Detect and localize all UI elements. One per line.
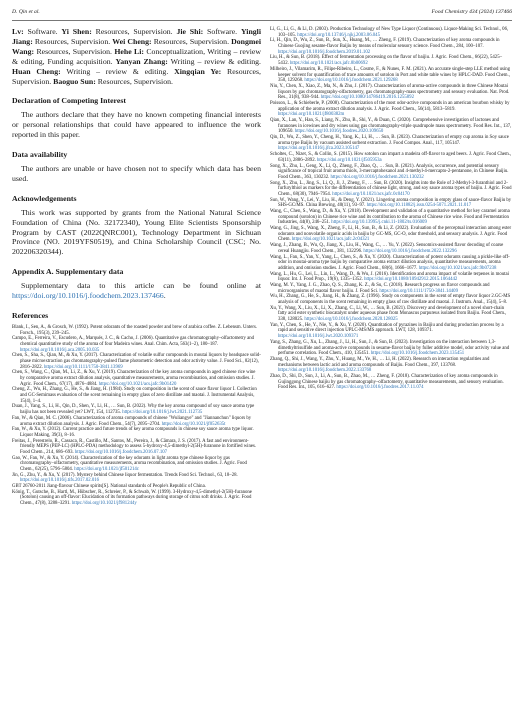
- credit-author-name: Lv:: [12, 27, 24, 36]
- competing-text: The authors declare that they have no known competing financial interests or personal relationships that could have appeared to influence the work reported in this paper.: [12, 110, 261, 140]
- reference-text: Yan, Y., Chen, S., He, Y., Nie, Y., & Xu, Y. (2020). Quantitation of pyrazines in Baijiu and during production process by a rapid and sensitive direct injection UPLC-MS/MS approach. LWT, 128, 109371.: [270, 322, 504, 334]
- credit-author-name: Dongmei Wang:: [12, 36, 262, 56]
- reference-text: Qin, D., Wu, Z., Shen, Y., Cheng, H., Yang, K., Li, H., … Sun, B. (2023). Characterization of empty cup aroma in Soy sauce aroma type Baijiu by vacuum assisted sorbent extraction. J. Food Compos. Anal., 117, 105147.: [270, 135, 509, 146]
- reference-doi-link[interactable]: https://doi.org/10.1080/14786419.2016.1255892: [320, 95, 414, 101]
- reference-text: GBT 26760-2011 Jiang-flavour Chinese spirits[S]. National standards of People's Republic of China.: [12, 484, 206, 490]
- credit-author-roles: Writing – review & editing.: [60, 66, 175, 76]
- reference-doi-link[interactable]: https://doi.org/10.11882/j.issn.0254-5071.2021.11.017: [366, 203, 472, 209]
- reference-text: Song, X., Zhu, L., Geng, X., Li, Q., Zheng, F., Zhao, Q., … Sun, B. (2021). Analysis, occurrence, and potential sensory significance of tropical fruit aroma thiols, 3-mercaptohexanol and 4-methyl-4-mercapto-2-pentanone, in Chinese Baijiu. Food Chem., 363, 130232.: [270, 163, 509, 180]
- reference-doi-link[interactable]: https://doi.org/10.1021/jf501214c: [74, 467, 139, 473]
- credit-statement: [12, 27, 261, 86]
- reference-doi-link[interactable]: https://doi.org/10.1021/jf052635t: [161, 421, 226, 427]
- credit-author-roles: Resources, Supervision.: [32, 36, 113, 46]
- credit-author-roles: Writing – review & editing.: [167, 56, 261, 66]
- reference-entry: [270, 294, 512, 305]
- reference-doi-link[interactable]: https://doi.org/10.1021/acs.jafc.2c04321: [291, 237, 370, 243]
- running-authors: D. Qin et al.: [12, 9, 40, 15]
- reference-text: Wang, G., Jing, S., Wang, X., Zheng, F., Li, H., Sun, B., & Li, Z. (2022). Evaluation of the perceptual interaction among ester odorants and nonvolatile organic acids in baijiu by GC-MS, GC-O, odor threshold, and sensory analysis. J. Agric. Food Chem.: [270, 226, 512, 243]
- reference-text: Cheng, Z., Wu, H., Zhang, G., He, S., & Jiang, H. (1984). Study on composition in the scent of sauce flavor liquor I. Collection and GC-Semimass evaluation of the scent remaining in empty glass of zero distillate and maotai. J. Instrumental Analysis, 15(4), 1–4.: [12, 387, 257, 404]
- reference-text: Chen, S., Wang, C., Qian, M., Li, Z., & Xu, Y. (2019). Characterization of the key aroma compounds in aged chinese rice wine by comparative aroma extract dilution analysis, quantitative measurements, aroma recombination, and omission studies. J. Agric. Food Chem., 67(17), 4876–4884.: [12, 370, 256, 387]
- reference-entry: [270, 152, 512, 163]
- reference-text: Li, H., Qin, D., Wu, Z., Sun, B., Sun, X., Huang, M., … Zheng, F. (2019). Characterization of key aroma compounds in Chinese Guojing sesame-flavor Baijiu by means of molecular sensory science. Food Chem., 284, 100–107.: [270, 38, 500, 50]
- reference-doi-link[interactable]: https://doi.org/10.1016/j.aca.2005.10.035: [20, 347, 100, 353]
- reference-entry: [12, 336, 261, 353]
- reference-text: Duan, J., Yang, S., Li, H., Qin, D., Shen, Y., Li, H., … Sun, B. (2022). Why the key aroma compound of soy sauce aroma type baijiu has not been revealed yet? LWT, 154, 112735.: [12, 404, 255, 416]
- reference-text: Wang, M. Y., Yang, J. G., Zhao, Q. S., Zhang, K. Z., & Su, C. (2018). Research progress on flavor compounds and microorganisms of maotai flavor baijiu. J. Food Sci.: [270, 282, 490, 294]
- reference-doi-link[interactable]: https://doi.org/10.1021/jf981244y: [71, 501, 137, 507]
- credit-author-name: Yanyan Zhang:: [115, 56, 168, 66]
- reference-doi-link[interactable]: https://doi.org/10.1016/j.foodchem.2020.128025: [304, 317, 398, 323]
- reference-entry: [270, 67, 512, 84]
- reference-doi-link[interactable]: https://doi.org/10.1016/j.jfca.2023.105147: [278, 146, 360, 152]
- journal-citation: Food Chemistry 434 (2024) 137466: [431, 9, 512, 15]
- reference-entry: [270, 164, 512, 181]
- credit-author-roles: Resources, Supervision.: [91, 27, 177, 36]
- credit-author-roles: Resources, Supervision.: [95, 76, 173, 86]
- reference-text: Yang, S., Zhang, G., Xu, L., Zhang, J., Li, H., Sun, J., & Sun, B. (2023). Investigation on the interaction between 1,3-dimethyltrisulfide and aroma-active compounds in sesame-flavor baijiu by fuller additive model, odor activity value and perfume correlation. Food Chem., 410, 135451.: [270, 339, 510, 357]
- reference-doi-link[interactable]: https://doi.org/10.1016/j.foodchem.2021.129268: [304, 78, 398, 84]
- reference-entry: [12, 427, 261, 438]
- reference-entry: [12, 473, 261, 484]
- reference-doi-link[interactable]: https://doi.org/10.1016/j.foodres.2017.11.074: [336, 385, 424, 391]
- reference-text: Wang, L., Hu, G., Lei, L., Lin, L., Wang, D., & Wu, J. (2016). Identification and aroma impact of volatile terpenes in moutai liquor. Int. J. Food Prop., 19(6), 1335–1352.: [270, 271, 509, 283]
- reference-entry: [12, 439, 261, 456]
- reference-entry: [270, 243, 512, 254]
- reference-doi-link[interactable]: https://doi.org/10.1080/10942912.2015.1064442: [364, 277, 458, 283]
- reference-text: Fan, W., & Xu, Y. (2012). Current practice and future trends of key aroma compounds in chinese soy sauce aroma type liquor. Liquor Making, 39(3), 8–16.: [12, 427, 254, 438]
- reference-entry: [270, 226, 512, 243]
- header-divider: [12, 20, 512, 21]
- reference-entry: [270, 374, 512, 391]
- reference-text: Sun, W., Wang, Y., Lei, Y., Liu, H., & Deng, Y. (2021). Lingering aroma composition in empty glass of sauce-flavor Baijiu by SHS-GC/MS. China Brewing, 40(11), 93–97.: [270, 197, 512, 209]
- acknowledgements-text: This work was supported by grants from the National Natural Science Foundation of China (No. 32172340), Young Elite Scientists Sponsorship Program by CAST (2022QNRC001), Technology Department in Sichuan Province (NO. 2019YFS0519), and China Scholarship Council (CSC; No. 202206320344).: [12, 207, 261, 257]
- reference-text: Freitas, J., Perestrelo, R., Cassaca, R., Castillo, M., Santos, M., Pereira, J., & Câmara, J. S. (2017). A fast and environment-friendly MEPS (PEP-LC) (HPLC-PDA) methodology to assess 5-hydroxy-4,5-dimethyl-2(5H)-furanone in fortified wines. Food Chem., 214, 686–693.: [12, 438, 257, 455]
- reference-text: Campo, E., Ferreira, V., Escudero, A., Marqués, J. C., & Cacho, J. (2006). Quantitative gas chromatography–olfactometry and chemical quantitative study of the aroma of four Madeira wines. Anal. Chim. Acta, 563(1–2), 180–187.: [12, 336, 255, 347]
- appendix-body: Supplementary data to this article can be found online at: [21, 281, 261, 291]
- reference-doi-link[interactable]: https://doi.org/10.1021/jf800382m: [278, 112, 345, 118]
- reference-doi-link[interactable]: https://doi.org/10.1016/j.foodres.2020.109650: [294, 129, 384, 135]
- reference-text: Gao, W., Fan, W., & Xu, Y. (2014). Characterization of the key odorants in light aroma type chinese liquor by gas chromatography–olfactometry, quantitative measurements, aroma recombination, and omission studies. J. Agric. Food Chem., 62(25), 5796–5804.: [12, 455, 247, 473]
- reference-doi-link[interactable]: https://doi.org/10.1016/j.lwt.2020.109371: [278, 334, 359, 340]
- references-list-right: [270, 27, 512, 391]
- reference-doi-link[interactable]: https://doi.org/10.1021/acs.jafc.0c04170: [332, 191, 410, 197]
- credit-author-roles: Resources, Supervision.: [12, 66, 261, 86]
- reference-entry: [12, 490, 261, 507]
- reference-entry: [12, 370, 261, 387]
- references-heading: References: [12, 310, 49, 320]
- reference-doi-link[interactable]: https://doi.org/10.1016/j.foodchem.2016.07.107: [74, 449, 168, 455]
- appendix-end: .: [163, 291, 166, 301]
- reference-text: Milheiro, J., Vilamarim, R., Filipe-Ribeiro, L., Cosme, F., & Nunes, F. M. (2021). An accurate single-step LLE method using keeper solvent for quantification of trace amounts of sotolon in Port and white table wines by HPLC-DAD. Food Chem., 350, 129268.: [270, 66, 511, 84]
- reference-text: Scholtes, C., Nizet, S., & Collin, S. (2015). How sotolon can impart a madeira off-flavor to aged beers. J. Agric. Food Chem., 63(11), 2886–2892.: [270, 152, 512, 163]
- reference-doi-link[interactable]: https://doi.org/10.1016/j.foodchem.2022.132296: [363, 248, 457, 254]
- reference-text: Blank, I., Sen, A., & Grosch, W. (1992). Potent odorants of the roasted powder and brew of arabica coffee. Z. Lebensm. Unters. Forsch., 195(3), 239–245.: [12, 324, 258, 336]
- credit-author-roles: Resources, Supervision.: [34, 46, 115, 56]
- reference-entry: [270, 209, 512, 226]
- credit-author-roles: Resources, Supervision.: [151, 36, 232, 46]
- competing-heading: Declaration of Competing Interest: [12, 96, 126, 106]
- reference-text: Song, X., Zhu, L., Jing, S., Li, Q., Ji, J., Zheng, F., … Sun, B. (2020). Insights into the Role of 2-Methyl-3-furanthiol and 2-furfurylthiol as markers for the differentiation of chinese light, strong, and soy sauce aroma types of baijiu. J. Agric. Food Chem., 68(30), 7946–7954.: [270, 180, 512, 197]
- appendix-text: [12, 281, 261, 301]
- credit-author-name: Huan Cheng:: [12, 66, 61, 76]
- reference-entry: [270, 135, 512, 152]
- reference-text: Zhang, Q., Shi, J., Wang, Y., Zhu, Y., Huang, M., Ye, H., … Li, H. (2022). Research on interaction regularities and mechanisms between lactic acid and aroma compounds of Baijiu. Food Chem., 397, 133768.: [270, 356, 490, 368]
- reference-doi-link[interactable]: https://doi.org/10.1021/acs.jafc.8b00692: [290, 61, 368, 67]
- reference-entry: [270, 255, 512, 272]
- reference-text: König, T., Gutsche, B., Hartl, M., Hübscher, R., Schreier, P., & Schwab, W. (1999). 3-Hydroxy-4,5-dimethyl-2(5H)-furanone (Sotolon) causing an off-flavor: Elucidation of its formation pathways during storage of citrus soft drinks. J. Agric. Food Chem., 47(8), 3288–3291.: [12, 489, 252, 507]
- reference-text: Zhao, D., Shi, D., Sun, J., Li, A., Sun, B., Zhao, M., … Zheng, F. (2018). Characterization of key aroma compounds in Gujinggong Chinese baijiu by gas chromatography–olfactometry, quantitative measurements, and sensory evaluation. Food Res. Int., 105, 616–627.: [270, 373, 504, 391]
- reference-doi-link[interactable]: https://doi.org/10.1016/j.foodchem.2021.130232: [330, 174, 424, 180]
- credit-author-name: Xingqian Ye:: [174, 66, 222, 76]
- reference-doi-link[interactable]: https://doi.org/10.1111/1750-3841.13969: [43, 364, 123, 370]
- reference-doi-link[interactable]: https://doi.org/10.13995/j.cnki.11-1802/ts.016009: [331, 220, 427, 226]
- reference-entry: [270, 55, 512, 66]
- reference-entry: [270, 340, 512, 357]
- left-column: [12, 27, 261, 507]
- credit-author-name: Yi Shen:: [61, 27, 92, 36]
- reference-entry: [270, 84, 512, 101]
- reference-text: Wang, J., Zhang, B., Wu, Q., Jiang, X., Liu, H., Wang, C., … Yu, Y. (2022). Sensomics-assisted flavor decoding of coarse cereal Huangjiu. Food Chem., 381, 132296.: [270, 243, 504, 254]
- reference-text: Poisson, L., & Schieberle, P. (2008). Characterization of the most odor-active compounds in an american bourbon whisky by application of the aroma extract dilution analysis. J. Agric. Food Chem., 56(14), 5813–5819.: [270, 100, 510, 112]
- reference-entry: [270, 323, 512, 340]
- reference-entry: [270, 181, 512, 198]
- reference-entry: [270, 101, 512, 118]
- reference-text: Wang, C., Chen, S., Wang, D., & Xu, Y. (2018). Development and validation of a quantitative method for key caramel aroma compound (sotolon) in Chinese rice wine and its contribution to the aroma of Chinese rice wine. Food and Fermentation Industries, 44(8), 246–251.: [270, 209, 510, 226]
- reference-entry: [12, 456, 261, 473]
- reference-text: Wu, H., Zhang, G., He, S., Jiang, H., & Zhang, Z. (1996). Study on components in the scent of empty flavor liquor 2.GC-MS analysis of components in the scent remaining in empty glass of raw distillate and maotai. J. Instrum. Anal., 15(4), 5–8.: [270, 294, 511, 305]
- reference-doi-link[interactable]: https://doi.org/10.1021/acs.jafc.9b07238: [418, 265, 497, 271]
- reference-entry: [12, 404, 261, 415]
- reference-entry: [270, 283, 512, 294]
- reference-entry: [12, 416, 261, 427]
- reference-doi-link[interactable]: https://doi.org/10.1016/j.tifs.2017.02.016: [20, 478, 100, 484]
- reference-text: Fan, W., & Qian, M. C. (2006). Characterization of aroma compounds of chinese "Wuliangye" and "Jiannanchun" liquors by aroma extract dilution analysis. J. Agric. Food Chem., 54(7), 2695–2704.: [12, 415, 252, 427]
- reference-entry: [12, 325, 261, 336]
- reference-text: Liu, H., & Sun, B. (2018). Effect of fermentation processing on the flavor of baijiu. J. Agric. Food Chem., 66(22), 5425–5432.: [270, 55, 502, 67]
- credit-author-roles: Software.: [203, 27, 241, 36]
- reference-text: Chen, S., Sha, S., Qian, M., & Xu, Y. (2017). Characterization of volatile sulfur compounds in moutai liquors by headspace solid-phase microextraction gas chromatography-pulsed flame photometric detection and odor activity value. J. Food Sci., 82(12), 2816–2822.: [12, 353, 261, 370]
- credit-author-name: Jie Shi:: [176, 27, 204, 36]
- reference-text: Xu, Y., Wang, X., Liu, X., Li, X., Zhang, C., Li, W., … Sun, B. (2021). Discovery and development of a novel short-chain fatty acid ester synthetic biocatalyst under aqueous phase from Monascus purpureus isolated from Baijiu. Food Chem., 338, 128025.: [270, 305, 507, 323]
- reference-entry: [270, 272, 512, 283]
- reference-doi-link[interactable]: https://doi.org/10.1016/j.foodchem.2019.01.102: [278, 49, 371, 55]
- reference-entry: [12, 353, 261, 370]
- credit-author-name: Hehe Li:: [114, 46, 144, 56]
- reference-text: Wang, L., Fan, S., Yan, Y., Yang, L., Chen, S., & Xu, Y. (2020). Characterization of potent odorants causing a pickle-like off-odor in moutai-aroma type baijiu by comparative aroma extract dilution analysis, quantitative measurements, aroma addition, and omission studies. J. Agric. Food Chem., 68(6), 1666–1677.: [270, 254, 510, 271]
- availability-text: The authors are unable or have chosen not to specify which data has been used.: [12, 163, 261, 183]
- credit-author-roles: Software.: [23, 27, 62, 36]
- reference-entry: [270, 27, 512, 38]
- reference-doi-link[interactable]: https://doi.org/10.13746/j.njkj.2003.06.045: [297, 32, 380, 38]
- reference-text: Niu, Y., Chen, X., Xiao, Z., Ma, N., & Zhu, J. (2017). Characterization of aroma-active compounds in three Chinese Moutai liquors by gas chromatography-olfactometry, gas chromatography-mass spectrometry and sensory evaluation. Nat. Prod. Res., 31(8), 938–944.: [270, 83, 510, 101]
- reference-entry: [12, 387, 261, 404]
- reference-entry: [270, 198, 512, 209]
- reference-text: Jin, G., Zhu, Y., & Xu, Y. (2017). Mystery behind Chinese liquor fermentation. Trends Food Sci. Technol., 63, 18–28.: [12, 472, 238, 478]
- credit-author-roles: Conceptualization, Writing – review & editing, Funding acquisition.: [12, 46, 261, 66]
- reference-doi-link[interactable]: https://doi.org/10.1016/j.foodchem.2022.133768: [278, 368, 372, 374]
- reference-text: Qian, X., Lan, Y., Han, S., Liang, N., Zhu, B., Shi, Y., & Duan, C. (2020). Comprehensive investigation of lactones and furanones in icewines and dry wines using gas chromatography-triple quadrupole mass spectrometry. Food Res. Int., 137, 109650.: [270, 118, 512, 135]
- reference-entry: [270, 306, 512, 323]
- credit-author-name: Yingli Jiang:: [12, 27, 262, 46]
- reference-entry: [270, 357, 512, 374]
- availability-heading: Data availability: [12, 150, 68, 160]
- acknowledgements-heading: Acknowledgements: [12, 193, 77, 203]
- reference-entry: [270, 118, 512, 135]
- reference-doi-link[interactable]: https://doi.org/10.1021/acs.jafc.9b01420: [98, 381, 177, 387]
- right-column: [270, 27, 512, 391]
- credit-author-name: Wei Cheng:: [112, 36, 152, 46]
- references-list-left: [12, 325, 261, 507]
- reference-doi-link[interactable]: https://doi.org/10.1016/j.foodchem.2023.135451: [370, 351, 465, 357]
- reference-entry: [270, 38, 512, 55]
- reference-doi-link[interactable]: https://doi.org/10.1021/jf505953a: [317, 157, 382, 163]
- reference-doi-link[interactable]: https://doi.org/10.1016/j.lwt.2021.112735: [122, 410, 203, 416]
- reference-text: Li, G., Li, G., & Li, D. (2003). Production Technology of New Type Liquor (Continuous). Liquor-Making Sci. Technol., 06, 103–105.: [270, 27, 509, 38]
- reference-doi-link[interactable]: https://doi.org/10.1111/1750-3841.14409: [379, 288, 458, 294]
- credit-author-name: Baoguo Sun:: [53, 76, 96, 86]
- appendix-heading: Appendix A. Supplementary data: [12, 267, 124, 277]
- appendix-link[interactable]: https://doi.org/10.1016/j.foodchem.2023.137466: [12, 291, 164, 301]
